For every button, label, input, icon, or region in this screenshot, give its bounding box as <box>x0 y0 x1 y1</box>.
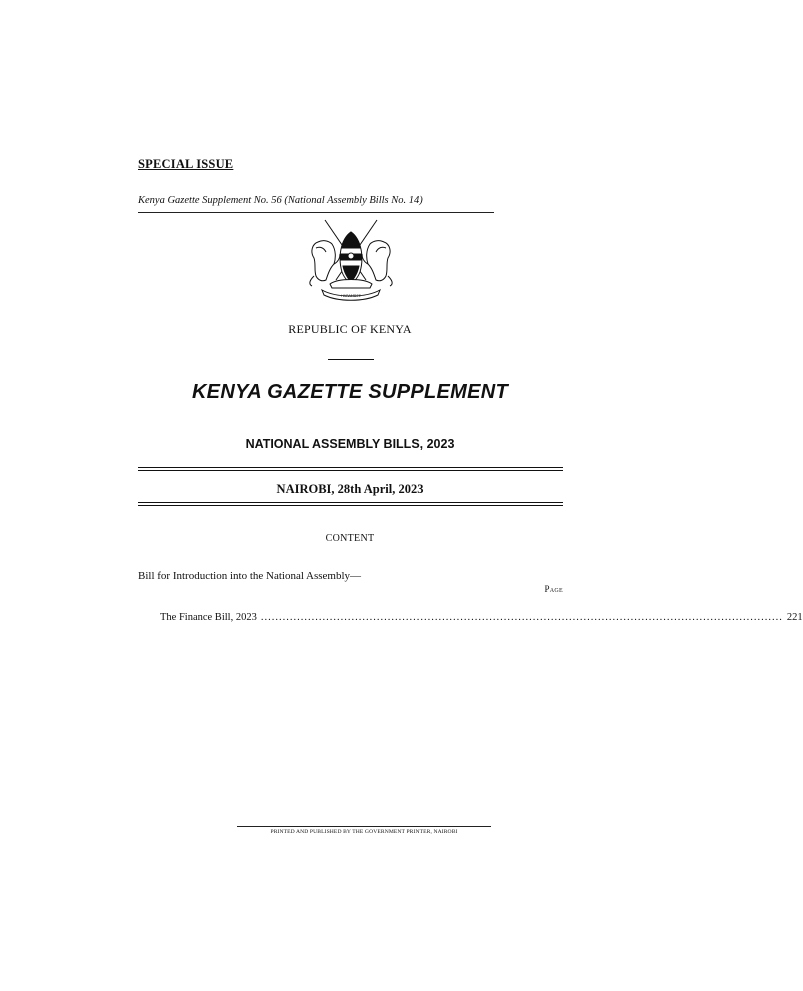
divider <box>328 359 374 360</box>
double-divider-bottom <box>138 502 563 506</box>
supplement-number: Kenya Gazette Supplement No. 56 (National Assembly Bills No. 14) <box>138 195 423 206</box>
date-line: NAIROBI, 28th April, 2023 <box>276 482 424 496</box>
page-title: KENYA GAZETTE SUPPLEMENT <box>191 381 509 403</box>
contents-intro: Bill for Introduction into the National Assembly— <box>138 570 362 582</box>
printer-imprint: PRINTED AND PUBLISHED BY THE GOVERNMENT PRINTER, NAIROBI <box>270 829 458 835</box>
divider <box>138 212 494 213</box>
divider <box>237 826 491 827</box>
double-divider-top <box>138 467 563 471</box>
toc-entry[interactable] <box>160 612 803 623</box>
toc-entry-title: The Finance Bill, 2023 <box>160 612 257 623</box>
motto-text: HARAMBEE <box>340 294 362 298</box>
toc-entry-page: 221 <box>786 612 803 623</box>
leader-dots: ................................................................................................................................................ <box>260 612 783 623</box>
kenya-coat-of-arms-icon <box>300 218 402 302</box>
page-subtitle: NATIONAL ASSEMBLY BILLS, 2023 <box>245 437 455 451</box>
republic-heading: REPUBLIC OF KENYA <box>288 322 412 336</box>
page-column-label: Page <box>544 584 563 594</box>
contents-heading: CONTENT <box>325 533 375 544</box>
special-issue-label: SPECIAL ISSUE <box>138 157 234 171</box>
